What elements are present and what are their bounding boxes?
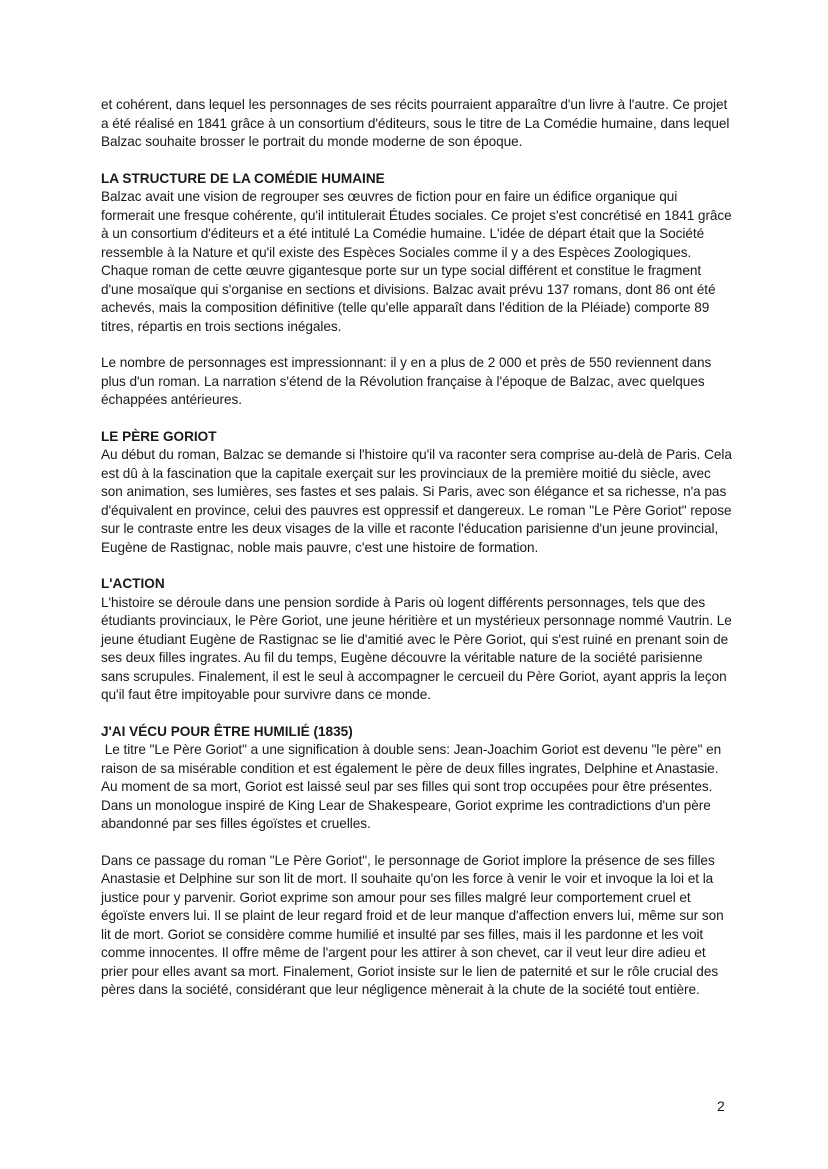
- paragraph: Au début du roman, Balzac se demande si l'histoire qu'il va raconter sera comprise au-delà de Paris. Cela est dû à la fascination que la capitale exerçait sur les provinciaux de la première moitié du siècle, avec son animation, ses lumières, ses fastes et ses palais. Si Paris, avec son élégance et sa richesse, n'a pas d'équivalent en province, celui des pauvres est oppressif et dangereux. Le roman "Le Père Goriot" repose sur le contraste entre les deux visages de la ville et raconte l'éducation parisienne d'un jeune provincial, Eugène de Rastignac, noble mais pauvre, c'est une histoire de formation.: [101, 447, 732, 555]
- section-heading: LE PÈRE GORIOT: [101, 428, 217, 444]
- section-heading: LA STRUCTURE DE LA COMÉDIE HUMAINE: [101, 170, 385, 186]
- paragraph: Le titre "Le Père Goriot" a une signification à double sens: Jean-Joachim Goriot est devenu "le père" en raison de sa misérable condition et est également le père de deux filles ingrates, Delphine et Anastasie. Au moment de sa mort, Goriot est laissé seul par ses filles qui sont trop occupées pour être présentes. Dans un monologue inspiré de King Lear de Shakespeare, Goriot exprime les contradictions d'un père abandonné par ses filles égoïstes et cruelles.: [101, 742, 725, 831]
- intro-section: [101, 96, 733, 152]
- section-heading: L'ACTION: [101, 576, 165, 591]
- action-section: [101, 575, 733, 705]
- page-number: 2: [717, 1098, 725, 1114]
- paragraph: L'histoire se déroule dans une pension sordide à Paris où logent différents personnages, tels que des étudiants provinciaux, le Père Goriot, une jeune héritière et un mystérieux personnage nommé Vautrin. Le jeune étudiant Eugène de Rastignac se lie d'amitié avec le Père Goriot, qui s'est ruiné en prenant soin de ses deux filles ingrates. Au fil du temps, Eugène découvre la véritable nature de la société parisienne sans scrupules. Finalement, il est le seul à accompagner le cercueil du Père Goriot, ayant appris la leçon qu'il faut être impitoyable pour survivre dans ce monde.: [101, 594, 732, 702]
- document-page: [101, 96, 733, 1018]
- paragraph: Le nombre de personnages est impressionnant: il y en a plus de 2 000 et près de 550 reviennent dans plus d'un roman. La narration s'étend de la Révolution française à l'époque de Balzac, avec quelques échappées antérieures.: [101, 355, 712, 407]
- pere-goriot-section: [101, 428, 733, 558]
- section-heading: J'AI VÉCU POUR ÊTRE HUMILIÉ (1835): [101, 723, 353, 739]
- paragraph: Balzac avait une vision de regrouper ses œuvres de fiction pour en faire un édifice organique qui formerait une fresque cohérente, qu'il intitulerait Études sociales. Ce projet s'est concrétisé en 1841 grâce à un consortium d'éditeurs et a été intitulé La Comédie humaine. L'idée de départ était que la Société ressemble à la Nature et qu'il existe des Espèces Sociales comme il y a des Espèces Zoologiques. Chaque roman de cette œuvre gigantesque porte sur un type social différent et constitue le fragment d'une mosaïque qui s'organise en sections et divisions. Balzac avait prévu 137 romans, dont 86 ont été achevés, mais la composition définitive (telle qu'elle apparaît dans l'édition de la Pléiade) comporte 89 titres, répartis en trois sections inégales.: [101, 189, 732, 334]
- paragraph: et cohérent, dans lequel les personnages de ses récits pourraient apparaître d'un livre à l'autre. Ce projet a été réalisé en 1841 grâce à un consortium d'éditeurs, sous le titre de La Comédie humaine, dans lequel Balzac souhaite brosser le portrait du monde moderne de son époque.: [101, 97, 730, 149]
- humilie-section: [101, 723, 733, 1000]
- paragraph: Dans ce passage du roman "Le Père Goriot", le personnage de Goriot implore la présence de ses filles Anastasie et Delphine sur son lit de mort. Il souhaite qu'on les force à venir le voir et invoque la loi et la justice pour y parvenir. Goriot exprime son amour pour ses filles malgré leur comportement cruel et égoïste envers lui. Il se plaint de leur regard froid et de leur manque d'affection envers lui, même sur son lit de mort. Goriot se considère comme humilié et insulté par ses filles, mais il les pardonne et les voit comme innocentes. Il offre même de l'argent pour les attirer à son chevet, car il veut leur dire adieu et prier pour elles avant sa mort. Finalement, Goriot insiste sur le lien de paternité et sur le rôle crucial des pères dans la société, considérant que leur négligence mènerait à la chute de la société tout entière.: [101, 852, 724, 997]
- structure-section: [101, 170, 733, 410]
